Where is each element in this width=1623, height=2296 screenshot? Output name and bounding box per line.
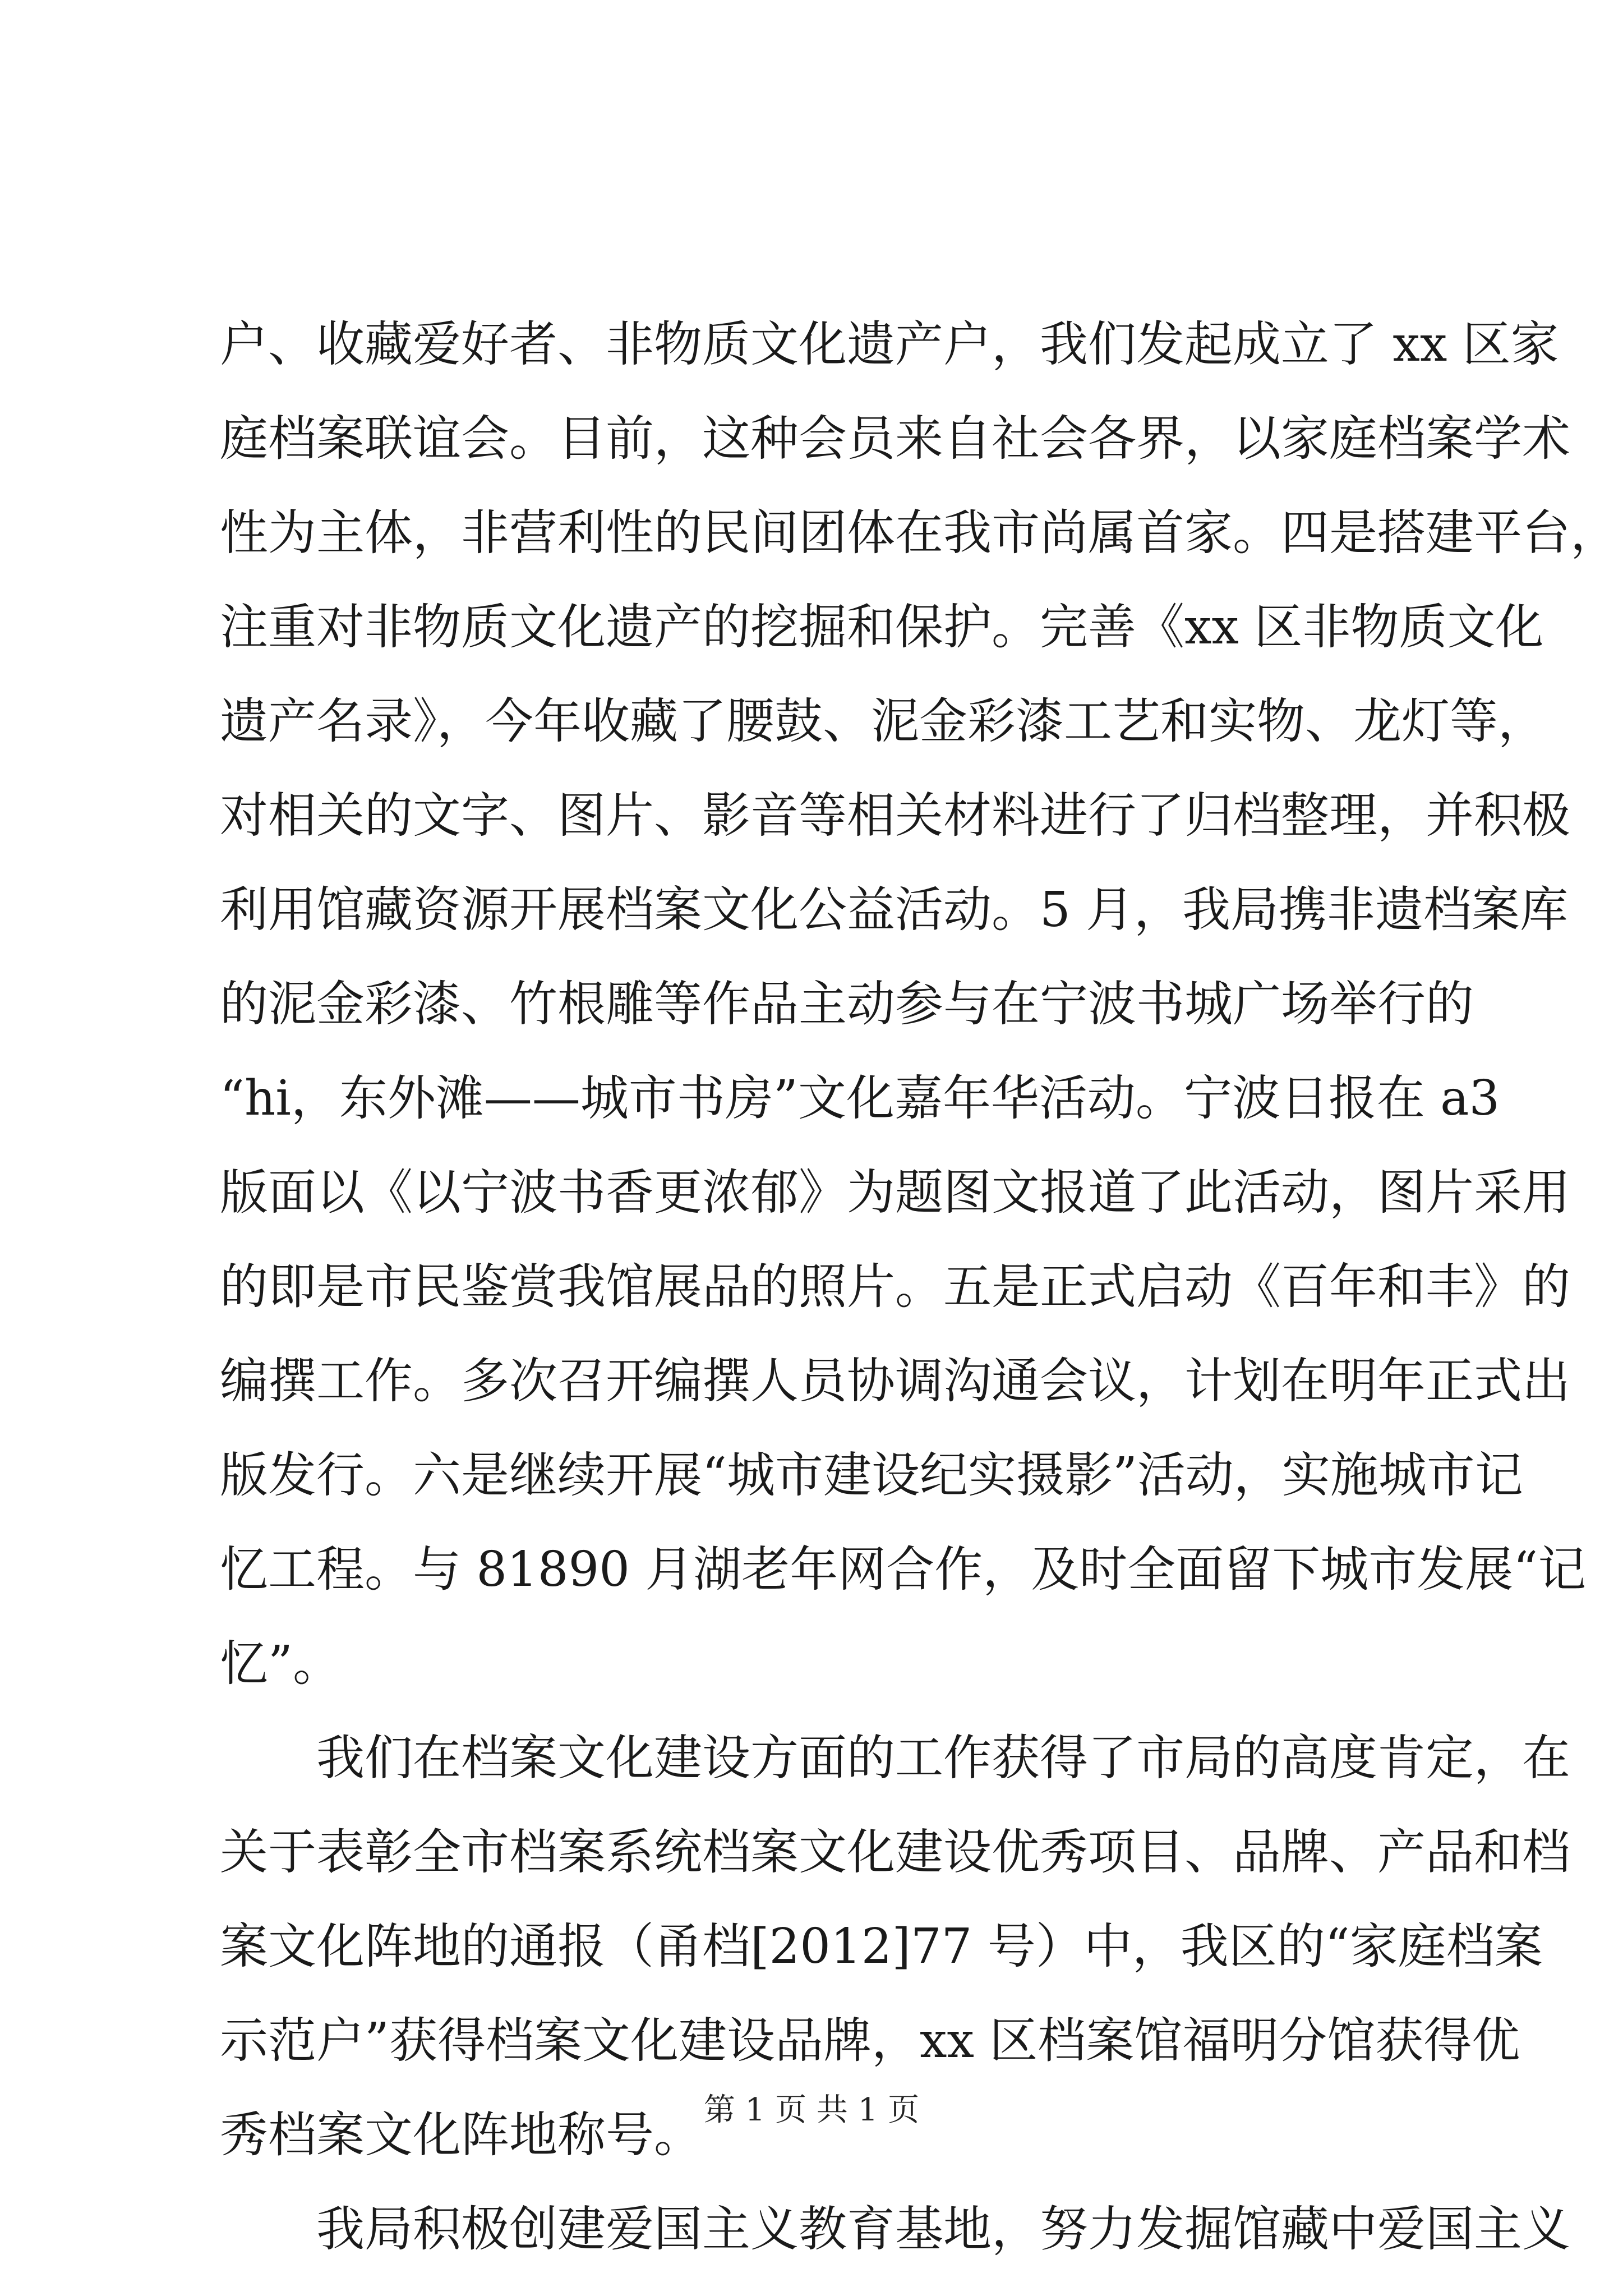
text-line: 我局积极创建爱国主义教育基地，努力发掘馆藏中爱国主义	[220, 2201, 1570, 2257]
text-line: 的泥金彩漆、竹根雕等作品主动参与在宁波书城广场举行的	[220, 976, 1474, 1032]
text-line: 户、收藏爱好者、非物质文化遗产户，我们发起成立了 xx 区家	[220, 316, 1559, 372]
text-line: 版发行。六是继续开展“城市建设纪实摄影”活动，实施城市记	[220, 1447, 1523, 1503]
text-line: 示范户”获得档案文化建设品牌，xx 区档案馆福明分馆获得优	[220, 2013, 1520, 2069]
text-line: 的即是市民鉴赏我馆展品的照片。五是正式启动《百年和丰》的	[220, 1259, 1570, 1315]
text-line: 对相关的文字、图片、影音等相关材料进行了归档整理，并积极	[220, 788, 1570, 844]
text-line: 忆”。	[220, 1636, 341, 1692]
text-line: 我们在档案文化建设方面的工作获得了市局的高度肯定，在	[220, 1730, 1570, 1786]
text-line: “hi，东外滩——城市书房”文化嘉年华活动。宁波日报在 a3	[220, 1070, 1500, 1126]
text-line: 版面以《以宁波书香更浓郁》为题图文报道了此活动，图片采用	[220, 1165, 1570, 1221]
text-line: 利用馆藏资源开展档案文化公益活动。5 月，我局携非遗档案库	[220, 882, 1569, 938]
text-line: 忆工程。与 81890 月湖老年网合作，及时全面留下城市发展“记	[220, 1542, 1587, 1598]
text-line: 关于表彰全市档案系统档案文化建设优秀项目、品牌、产品和档	[220, 1824, 1570, 1880]
page-number-label: 第 1 页 共 1 页	[703, 2092, 920, 2128]
paragraph-1	[220, 297, 1619, 1711]
text-line: 秀档案文化阵地称号。	[220, 2107, 702, 2163]
text-line: 案文化阵地的通报（甬档[2012]77 号）中，我区的“家庭档案	[220, 1918, 1543, 1975]
text-line: 庭档案联谊会。目前，这种会员来自社会各界，以家庭档案学术	[220, 411, 1570, 467]
text-line: 编撰工作。多次召开编撰人员协调沟通会议，计划在明年正式出	[220, 1353, 1570, 1409]
text-line: 性为主体，非营利性的民间团体在我市尚属首家。四是搭建平台，	[220, 505, 1619, 561]
page-footer	[0, 2088, 1623, 2133]
document-body	[220, 297, 1619, 2276]
text-line: 注重对非物质文化遗产的挖掘和保护。完善《xx 区非物质文化	[220, 599, 1544, 655]
text-line: 遗产名录》，今年收藏了腰鼓、泥金彩漆工艺和实物、龙灯等，	[220, 693, 1546, 749]
paragraph-3	[220, 2182, 1570, 2276]
